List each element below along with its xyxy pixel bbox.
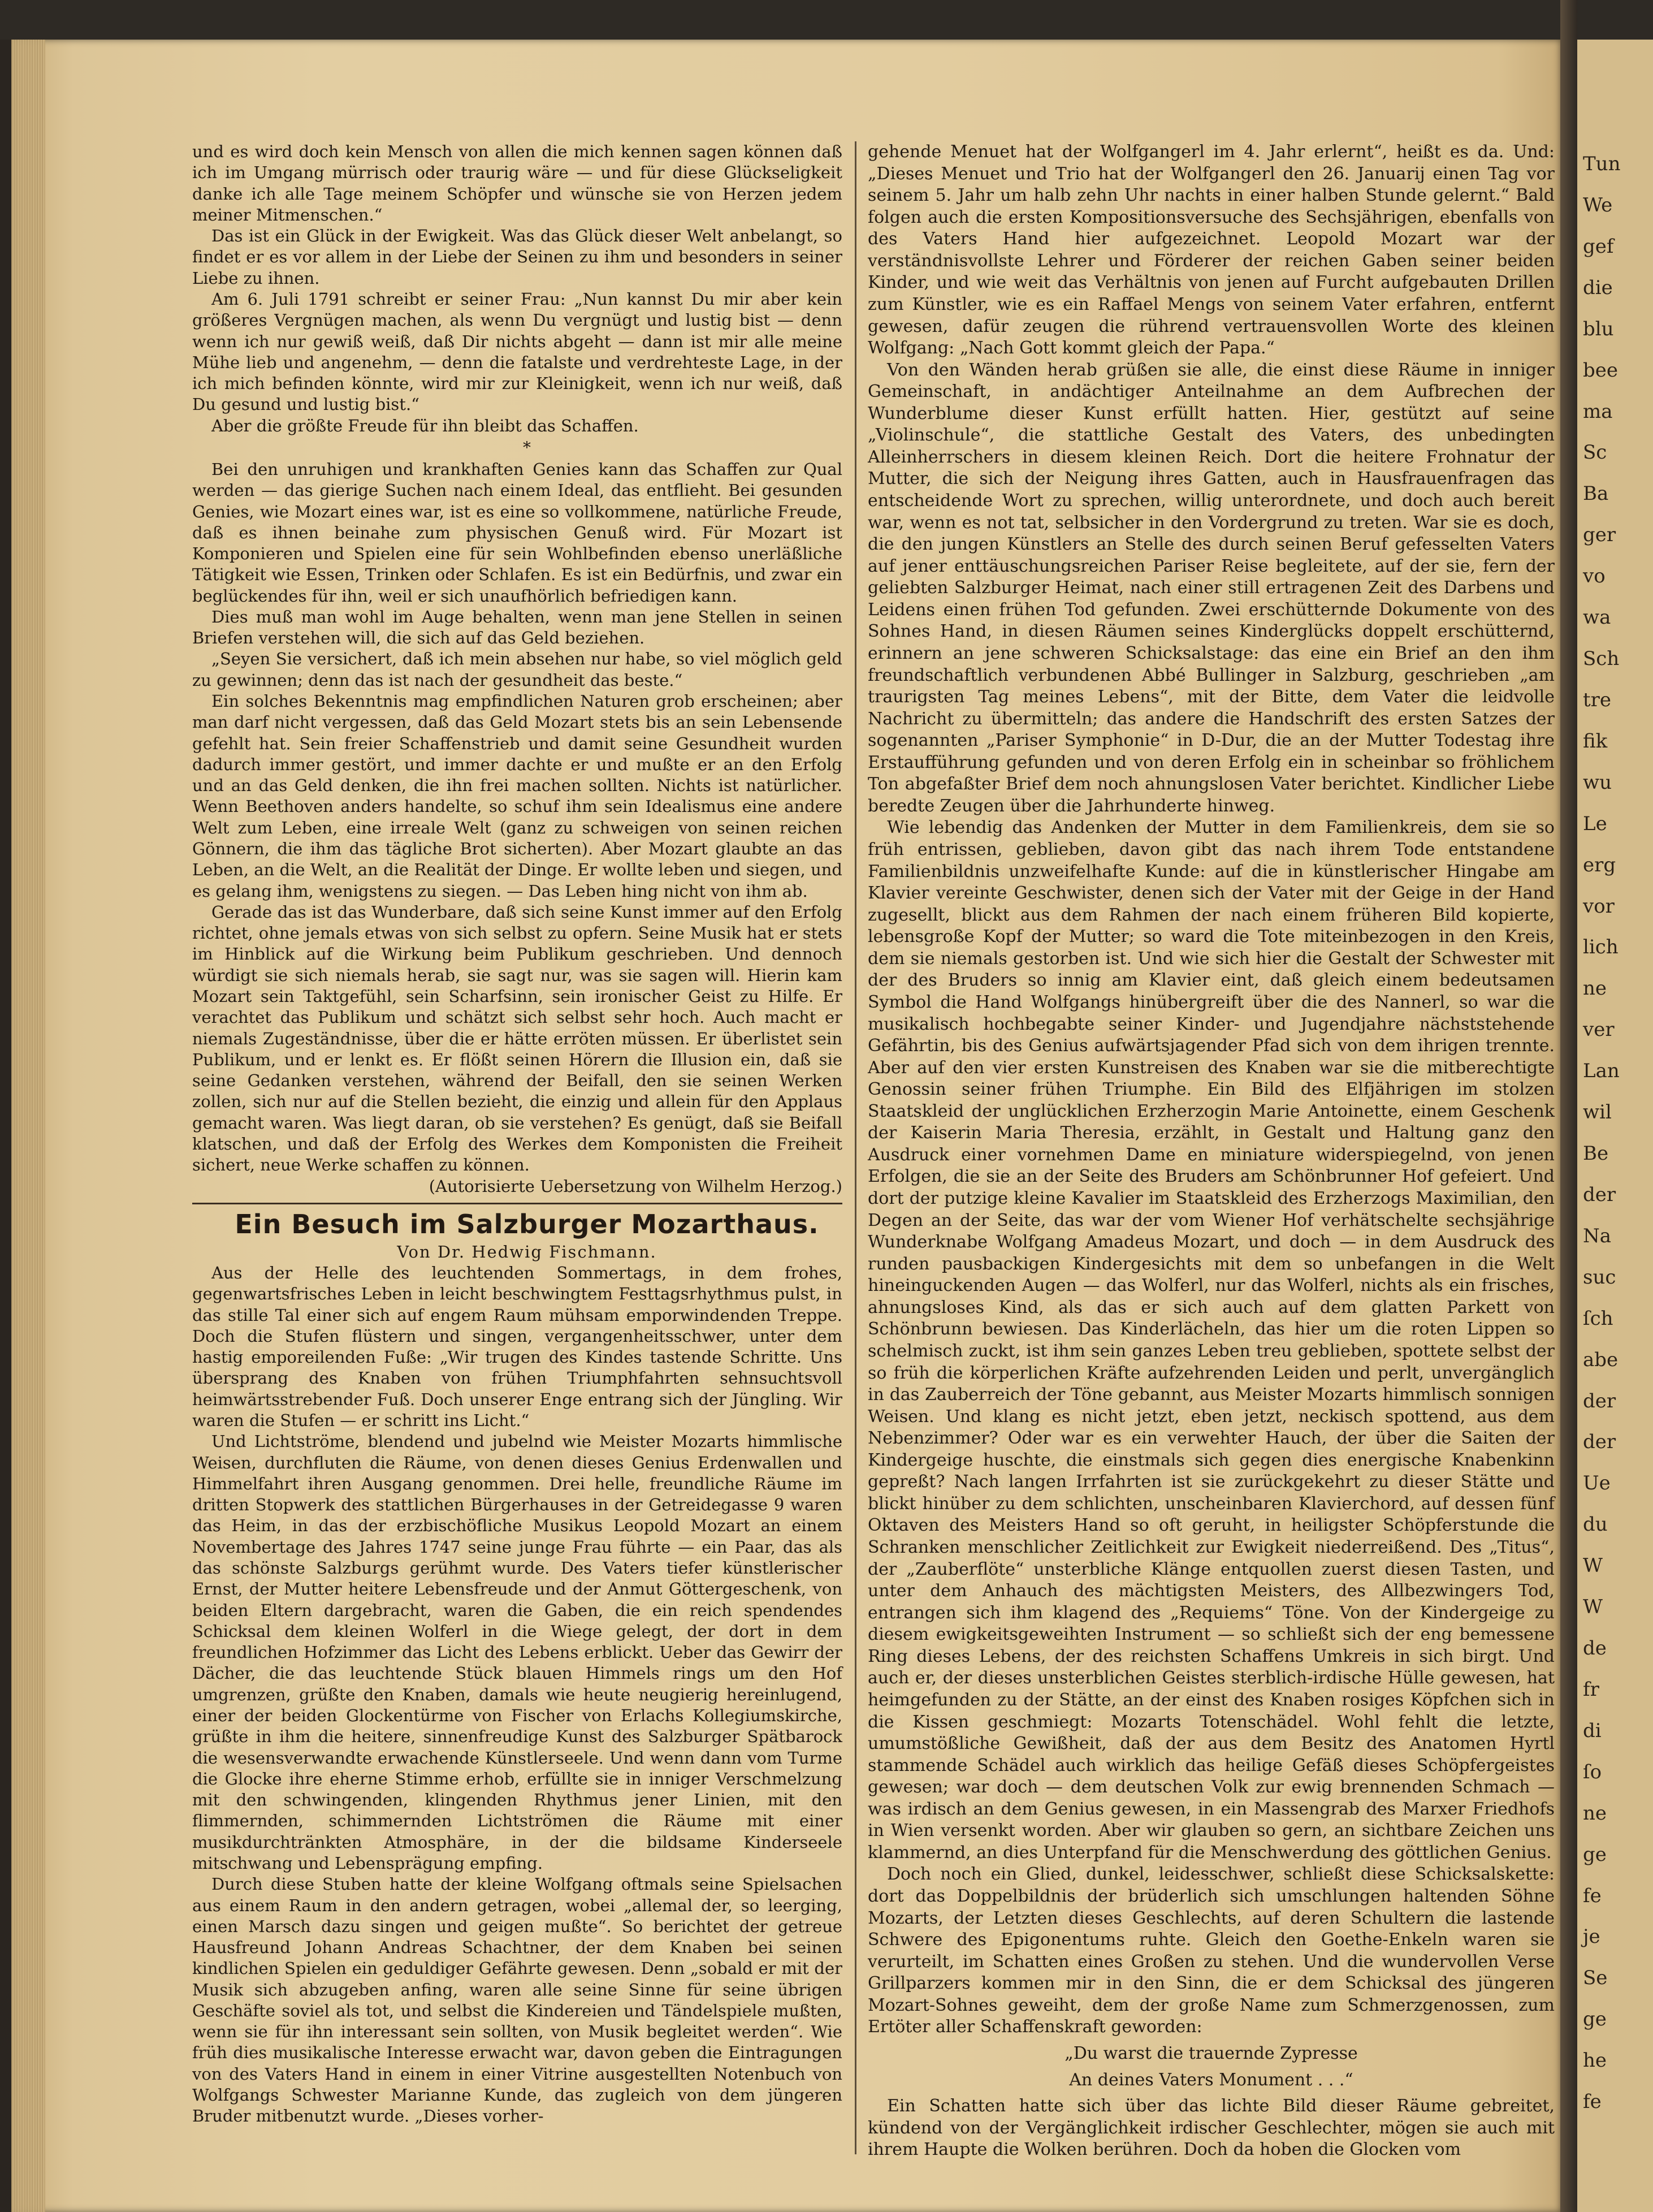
- adjacent-page-fragment: ger: [1583, 524, 1616, 547]
- paragraph: Von den Wänden herab grüßen sie alle, die einst diese Räume in inniger Gemeinschaft, in andächtiger Anteilnahme an dem Aufbrechen der Wunderblume dieser Kunst erfüllt hatten. Hier, gestützt auf seine „Violinschule“, die stattliche Gestalt des Vaters, des unbedingten Alleinherrschers in diesem kleinen Reich. Dort die heitere Frohnatur der Mutter, die sich der Neigung ihres Gatten, auch in Hausfrauenfragen das entscheidende Wort zu sprechen, willig unterordnete, und doch auch bereit war, wenn es not tat, selbsicher in den Vordergrund zu treten. War sie es doch, die den jungen Künstlers an Stelle des durch seinen Beruf gefesselten Vaters auf jener enttäuschungsreichen Pariser Reise begleitete, auf der sie, fern der geliebten Salzburger Heimat, nach einer still ertragenen Zeit des Darbens und Leidens einen frühen Tod gefunden. Zwei erschütternde Dokumente von des Sohnes Hand, in diesen Räumen seines Kinderglücks doppelt erschütternd, erinnern an jene schweren Schicksalstage: das eine ein Brief an den ihm freundschaftlich verbundenen Abbé Bullinger in Salzburg, geschrieben „am traurigsten Tag meines Lebens“, mit der Bitte, dem Vater die leidvolle Nachricht zu übermitteln; das andere die Handschrift des ersten Satzes der sogenannten „Pariser Symphonie“ in D-Dur, die an der Mutter Todestag ihre Erstaufführung gefunden und von deren Erfolg ein in scheinbar so fröhlichem Ton abgefaßter Brief dem noch ahnungslosen Vater berichtet. Kindlicher Liebe beredte Zeugen über die Jahrhunderte hinweg.: [868, 360, 1555, 816]
- adjacent-page-fragment: Le: [1583, 812, 1607, 835]
- adjacent-page-fragment: Sc: [1583, 441, 1607, 464]
- adjacent-page-fragment: fr: [1583, 1678, 1599, 1701]
- page-stack-edge: [11, 40, 45, 2212]
- adjacent-page-fragment: fik: [1583, 729, 1608, 753]
- adjacent-page-fragment: der: [1583, 1431, 1616, 1454]
- adjacent-page-fragment: blu: [1583, 317, 1614, 340]
- paragraph: Dies muß man wohl im Auge behalten, wenn man jene Stellen in seinen Briefen verstehen will, die sich auf das Geld beziehen.: [192, 607, 842, 648]
- article-byline: Von Dr. Hedwig Fischmann.: [397, 1242, 657, 1261]
- adjacent-page-fragment: ne: [1583, 977, 1607, 1000]
- right-column: [868, 141, 1555, 2166]
- adjacent-page-fragment: vor: [1583, 895, 1615, 918]
- adjacent-page-fragment: wil: [1583, 1101, 1612, 1124]
- paragraph: Wie lebendig das Andenken der Mutter in dem Familienkreis, dem sie so früh entrissen, geblieben, davon gibt das nach ihrem Tode entstandene Familienbildnis unzweifelhafte Kunde: auf die in künstlerischer Hingabe am Klavier vereinte Geschwister, denen sich der Vater mit der Geige in der Hand zugesellt, blickt aus dem Rahmen der nach einem früheren Bild kopierte, lebensgroße Kopf der Mutter; so ward die Tote miteinbezogen in den Kreis, dem sie niemals gestorben ist. Und wie sich hier die Gestalt der Schwester mit der des Bruders so innig am Klavier eint, daß gleich einem bedeutsamen Symbol die Hand Wolfgangs hinübergreift über die des Nannerl, so war die musikalisch hochbegabte seiner Kinder- und Jugendjahre nächststehende Gefährtin, bis des Genius aufwärtsjagender Pfad sich von dem ihrigen trennte. Aber auf den vier ersten Kunstreisen des Knaben war sie die mitberechtigte Genossin seiner frühen Triumphe. Ein Bild des Elfjährigen im stolzen Staatskleid der unglücklichen Erzherzogin Marie Antoinette, einem Geschenk der Kaiserin Maria Theresia, erzählt, in Gestalt und Haltung ganz den Ausdruck einer vornehmen Dame en miniature widerspiegelnd, von jenen Erfolgen, die sie an der Seite des Bruders am Schönbrunner Hof gefeiert. Und dort der putzige kleine Kavalier im Staatskleid des Erzherzogs Maximilian, den Degen an der Seite, das war der vom Wiener Hof verhätschelte sechsjährige Wunderknabe Wolfgang Amadeus Mozart, und doch — in dem Ausdruck des runden pausbackigen Kindergesichts mit dem so unbefangen in die Welt hineinguckenden Augen — das Wolferl, nur das Wolferl, nichts als ein frisches, ahnungsloses Kind, als das er sich auch auf dem glatten Parkett von Schönbrunn bewiesen. Das Kinderlächeln, das hier um die roten Lippen so schelmisch zuckt, ist ihm sein ganzes Leben treu geblieben, spottete selbst der so früh die körperlichen Kräfte aufzehrenden Leiden und perlt, unvergänglich in das Zauberreich der Töne gebannt, aus Meister Mozarts himmlisch sonnigen Weisen. Und klang es nicht jetzt, eben jetzt, neckisch spottend, aus dem Nebenzimmer? Oder war es ein verwehter Hauch, der über die Saiten der Kindergeige huschte, die einstmals sich gegen dies energische Knabenkinn gepreßt? Nach langen Irrfahrten ist sie zurückgekehrt zu dieser Stätte und blickt hinüber zu dem schlichten, unscheinbaren Klavierchord, auf dessen fünf Oktaven des Meisters Hand so oft geruht, in heiligster Schöpferstunde die Schranken menschlicher Zeitlichkeit zur Ewigkeit niederreißend. Des „Titus“, der „Zauberflöte“ unsterbliche Klänge entquollen zuerst diesen Tasten, und unter dem Anhauch des mächtigsten Meisters, des Allbezwingers Tod, entrangen sich ihm klagend des „Requiems“ Töne. Von der Kindergeige zu diesem ewigkeitsgeweihten Instrument — so schließt sich der eng bemessene Ring dieses Lebens, der des reichsten Schaffens Umkreis in sich birgt. Und auch er, der dieses unsterblichen Geistes sterblich-irdische Hülle gewesen, hat heimgefunden zu der Stätte, an der einst des Knaben rosiges Köpfchen sich in die Kissen geschmiegt: Mozarts Totenschädel. Wohl fehlt die letzte, umumstößliche Gewißheit, daß der aus dem Besitz des Anatomen Hyrtl stammende Schädel auch wirklich das heilige Gefäß dieses Schöpfergeistes gewesen; war doch — dem deutschen Volk zur ewig brennenden Schmach — was irdisch an dem Genius gewesen, in ein Massengrab des Marxer Friedhofs in Wien versenkt worden. Aber wir glauben so gern, an sichtbare Zeichen uns klammernd, an dies Unterpfand für die Menschwerdung des göttlichen Genius.: [868, 818, 1555, 1863]
- adjacent-page-fragment: erg: [1583, 853, 1616, 876]
- adjacent-page-fragment: du: [1583, 1513, 1608, 1536]
- section-separator: *: [523, 438, 531, 457]
- adjacent-page-fragment: ſo: [1583, 1760, 1602, 1783]
- adjacent-page-fragment: he: [1583, 2049, 1607, 2072]
- adjacent-page-fragment: tre: [1583, 688, 1612, 711]
- adjacent-page-fragment: ne: [1583, 1801, 1607, 1825]
- adjacent-page-fragment: Ba: [1583, 482, 1609, 506]
- adjacent-page-fragment: Se: [1583, 1967, 1608, 1990]
- paragraph: gehende Menuet hat der Wolfgangerl im 4. Jahr erlernt“, heißt es da. Und: „Dieses Menuet und Trio hat der Wolfgangerl den 26. Januarij einen Tag vor seinem 5. Jahr um halb zehn Uhr nachts in einer halben Stunde gelernt.“ Bald folgen auch die ersten Kompositionsversuche des Sechsjährigen, ebenfalls von des Vaters Hand hier aufgezeichnet. Leopold Mozart war der verständnisvollste Lehrer und Förderer der reichen Gaben seiner beiden Kinder, und wie weit das Verhältnis von jenen auf Furcht aufgebauten Drillen zum Künstler, wie es ein Raffael Mengs von seinem Vater erfahren, entfernt gewesen, dafür zeugen die rührend vertrauensvollen Worte des kleinen Wolfgang: „Nach Gott kommt gleich der Papa.“: [868, 142, 1555, 358]
- adjacent-page-fragment: gef: [1583, 235, 1614, 258]
- paragraph: „Seyen Sie versichert, daß ich mein absehen nur habe, so viel möglich geld zu gewinnen; denn das ist nach der gesundheit das beste.“: [192, 649, 842, 690]
- adjacent-page-fragment: di: [1583, 1719, 1602, 1742]
- paragraph: Doch noch ein Glied, dunkel, leidesschwer, schließt diese Schicksalskette: dort das Doppelbildnis der brüderlich sich umschlungen haltenden Söhne Mozarts, der Letzten dieses Geschlechts, auf deren Schultern die lastende Schwere des Epigonentums ruhte. Gleich den Goethe-Enkeln waren sie verurteilt, im Schatten eines Großen zu stehen. Und die wundervollen Verse Grillparzers kommen mir in den Sinn, die er dem Schicksal des jüngeren Mozart-Sohnes geweiht, dem der große Name zum Schmerzgenossen, zum Ertöter aller Schaffenskraft geworden:: [868, 1864, 1555, 2037]
- adjacent-page-fragment: je: [1583, 1925, 1600, 1949]
- paragraph: Ein solches Bekenntnis mag empfindlichen Naturen grob erscheinen; aber man darf nicht vergessen, daß das Geld Mozart stets bis an sein Lebensende gefehlt hat. Sein freier Schaffenstrieb und damit seine Gesundheit wurden dadurch immer gestört, und immer dachte er und mußte er an den Erfolg und an das Geld denken, die ihn frei machen sollten. Nichts ist natürlicher. Wenn Beethoven anders handelte, so schuf ihm sein Idealismus eine andere Welt zum Leben, eine irreale Welt (ganz zu schweigen von seinen reichen Gönnern, die ihm das tägliche Brot sicherten). Aber Mozart glaubte an das Leben, an die Welt, an die Realität der Dinge. Er wollte leben und siegen, und es gelang ihm, wenigstens zu siegen. — Das Leben hing nicht von ihm ab.: [192, 692, 842, 901]
- paragraph: Aber die größte Freude für ihn bleibt das Schaffen.: [211, 416, 639, 435]
- paragraph: Ein Schatten hatte sich über das lichte Bild dieser Räume gebreitet, kündend von der Vergänglichkeit irdischer Geschlechter, mögen sie auch mit ihrem Haupte die Wolken berühren. Doch da hoben die Glocken vom: [868, 2096, 1555, 2160]
- adjacent-page-fragment: ma: [1583, 400, 1613, 423]
- adjacent-page-fragment: ge: [1583, 1843, 1607, 1866]
- adjacent-page-fragment: Ue: [1583, 1472, 1611, 1495]
- adjacent-page-fragment: vo: [1583, 565, 1606, 588]
- verse-line: An deines Vaters Monument . . .“: [1069, 2070, 1353, 2090]
- paragraph: Bei den unruhigen und krankhaften Genies kann das Schaffen zur Qual werden — das gierige Suchen nach einem Ideal, das entflieht. Bei gesunden Genies, wie Mozart eines war, ist es eine so vollkommene, natürliche Freude, daß es ihnen beinahe zum physischen Genuß wird. Für Mozart ist Komponieren und Spielen eine für sein Wohlbefinden ebenso unerläßliche Tätigkeit wie Essen, Trinken oder Schlafen. Es ist ein Bedürfnis, und zwar ein beglückendes für ihn, weil er sich unaufhörlich befriedigen kann.: [192, 459, 842, 606]
- paragraph: Und Lichtströme, blendend und jubelnd wie Meister Mozarts himmlische Weisen, durchfluten die Räume, von denen dieses Genius Erdenwallen und Himmelfahrt ihren Ausgang genommen. Drei helle, freundliche Räume im dritten Stopwerk des stattlichen Bürgerhauses in der Getreidegasse 9 waren das Heim, in das der erzbischöfliche Musikus Leopold Mozart an einem Novembertage des Jahres 1747 seine junge Frau führte — ein Paar, das als das schönste Salzburgs gerühmt wurde. Des Vaters tiefer künstlerischer Ernst, der Mutter heitere Lebensfreude und der Anmut Göttergeschenk, von beiden Eltern dargebracht, waren die Gaben, die ein reich spendendes Schicksal dem kleinen Wolferl in die Wiege gelegt, der dort in dem freundlichen Hofzimmer das Licht des Lebens erblickt. Ueber das Gewirr der Dächer, die das leuchtende Stück blauen Himmels rings um den Hof umgrenzen, grüßte den Knaben, damals wie heute neugierig hereinlugend, einer der beiden Glockentürme von Fischer von Erlachs Kollegiumskirche, grüßte in ihm die heitere, sinnenfreudige Kunst des Salzburger Spätbarock die wesensverwandte erwachende Künstlerseele. Und wenn dann vom Turme die Glocke ihre eherne Stimme erhob, erfüllte sie in inniger Verschmelzung mit den schwingenden, klingenden Rhythmus jener Linien, mit den flimmernden, schimmernden Lichtströmen die Räume mit einer musikdurchtränkten Atmosphäre, in der die bildsame Kinderseele mitschwang und Lebensprägung empfing.: [192, 1432, 842, 1873]
- paragraph: Das ist ein Glück in der Ewigkeit. Was das Glück dieser Welt anbelangt, so findet er es vor allem in der Liebe der Seinen zu ihm und besonders in seiner Liebe zu ihnen.: [192, 226, 842, 288]
- adjacent-page-fragment: de: [1583, 1637, 1607, 1660]
- translation-credit: (Autorisierte Uebersetzung von Wilhelm Herzog.): [429, 1176, 842, 1196]
- adjacent-page-strip: [1577, 40, 1653, 2212]
- adjacent-page-fragment: Sch: [1583, 647, 1620, 670]
- adjacent-page-fragment: ge: [1583, 2008, 1607, 2031]
- adjacent-page-fragment: Lan: [1583, 1060, 1620, 1083]
- article-separator: [192, 1203, 842, 1204]
- paragraph: Aus der Helle des leuchtenden Sommertags, in dem frohes, gegenwartsfrisches Leben in leicht beschwingtem Festtagsrhythmus pulst, in das stille Tal einer sich auf engem Raum mühsam emporwindenden Treppe. Doch die Stufen flüstern und singen, vergangenheitsschwer, unter dem hastig emporeilenden Fuße: „Wir trugen des Kindes tastende Schritte. Uns übersprang des Knaben von frühen Triumphfahrten sehnsuchtsvoll heimwärtsstrebender Fuß. Doch unserer Enge entrang sich der Jüngling. Wir waren die Stufen — er schritt ins Licht.“: [192, 1263, 842, 1431]
- adjacent-page-fragment: suc: [1583, 1265, 1616, 1289]
- adjacent-page-fragment: abe: [1583, 1348, 1619, 1371]
- article-headline: Ein Besuch im Salzburger Mozarthaus.: [235, 1208, 819, 1239]
- adjacent-page-fragment: der: [1583, 1389, 1616, 1412]
- adjacent-page-fragment: Be: [1583, 1142, 1609, 1165]
- adjacent-page-fragment: der: [1583, 1183, 1616, 1206]
- adjacent-page-fragment: W: [1583, 1596, 1603, 1619]
- adjacent-page-fragment: lich: [1583, 936, 1619, 959]
- adjacent-page-fragment: fe: [1583, 2090, 1602, 2114]
- adjacent-page-fragment: die: [1583, 276, 1613, 299]
- paragraph: Gerade das ist das Wunderbare, daß sich seine Kunst immer auf den Erfolg richtet, ohne jemals etwas von sich selbst zu opfern. Seine Musik hat er stets im Hinblick auf die Wirkung beim Publikum geschrieben. Und dennoch würdigt sie sich niemals herab, sie sagt nur, was sie sagen will. Hierin kam Mozart sein Taktgefühl, sein Scharfsinn, sein ironischer Geist zu Hilfe. Er verachtet das Publikum und schätzt sich selbst sehr hoch. Auch macht er niemals Zugeständnisse, über die er hätte erröten müssen. Er überlistet sein Publikum, und er lenkt es. Er flößt seinen Hörern die Illusion ein, daß sie seine Gedanken verstehen, während der Beifall, den sie seinen Werken zollen, sich nur auf die Stellen bezieht, die einzig und allein für den Applaus gemacht waren. Was liegt daran, ob sie verstehen? Es genügt, daß sie Beifall klatschen, und daß der Erfolg des Werkes dem Komponisten die Freiheit sichert, neue Werke schaffen zu können.: [192, 902, 842, 1175]
- paragraph: Am 6. Juli 1791 schreibt er seiner Frau: „Nun kannst Du mir aber kein größeres Vergnügen machen, als wenn Du vergnügt und lustig bist — denn wenn ich nur gewiß weiß, daß Dir nichts abgeht — dann ist mir alle meine Mühe lieb und angenehm, — denn die fatalste und verdrehteste Lage, in der ich mich befinden könnte, wird mir zur Kleinigkeit, wenn ich nur weiß, daß Du gesund und lustig bist.“: [192, 289, 842, 414]
- paragraph: Durch diese Stuben hatte der kleine Wolfgang oftmals seine Spielsachen aus einem Raum in den andern getragen, wobei „allemal der, so leerging, einen Marsch dazu singen und geigen mußte“. So berichtet der getreue Hausfreund Johann Andreas Schachtner, der dem Knaben bei seinen kindlichen Spielen ein geduldiger Gefährte gewesen. Denn „sobald er mit der Musik sich abzugeben anfing, waren alle seine Sinne für seine übrigen Geschäfte soviel als tot, und selbst die Kindereien und Tändelspiele mußten, wenn sie für ihn interessant sein sollten, von Musik begleitet werden“. Wie früh dies musikalische Interesse erwacht war, davon geben die Eintragungen von des Vaters Hand in einem in einer Vitrine ausgestellten Notenbuch von Wolfgangs Schwester Marianne Kunde, das zugleich von dem jüngeren Bruder mitbenutzt wurde. „Dieses vorher-: [192, 1874, 842, 2126]
- adjacent-page-fragment: fe: [1583, 1884, 1602, 1907]
- adjacent-page-fragment: Na: [1583, 1224, 1612, 1247]
- adjacent-page-fragment: ver: [1583, 1018, 1615, 1042]
- adjacent-page-fragment: wa: [1583, 606, 1611, 629]
- adjacent-page-fragment: wu: [1583, 771, 1612, 794]
- adjacent-page-fragment: W: [1583, 1554, 1603, 1578]
- adjacent-page-fragment: Tun: [1583, 153, 1621, 175]
- adjacent-page-fragment: ſch: [1583, 1307, 1613, 1330]
- paragraph: und es wird doch kein Mensch von allen die mich kennen sagen können daß ich im Umgang mürrisch oder traurig wäre — und für diese Glückseligkeit danke ich alle Tage meinem Schöpfer und wünsche sie von Herzen jedem meiner Mitmenschen.“: [192, 142, 842, 224]
- column-divider: [855, 141, 856, 2154]
- left-column: [192, 141, 842, 2154]
- book-gutter: [1560, 0, 1577, 2212]
- verse-line: „Du warst die trauernde Zypresse: [1065, 2043, 1358, 2063]
- adjacent-page-fragment: We: [1583, 193, 1613, 217]
- scan-top-border: [0, 0, 1653, 40]
- adjacent-page-fragment: bee: [1583, 358, 1619, 382]
